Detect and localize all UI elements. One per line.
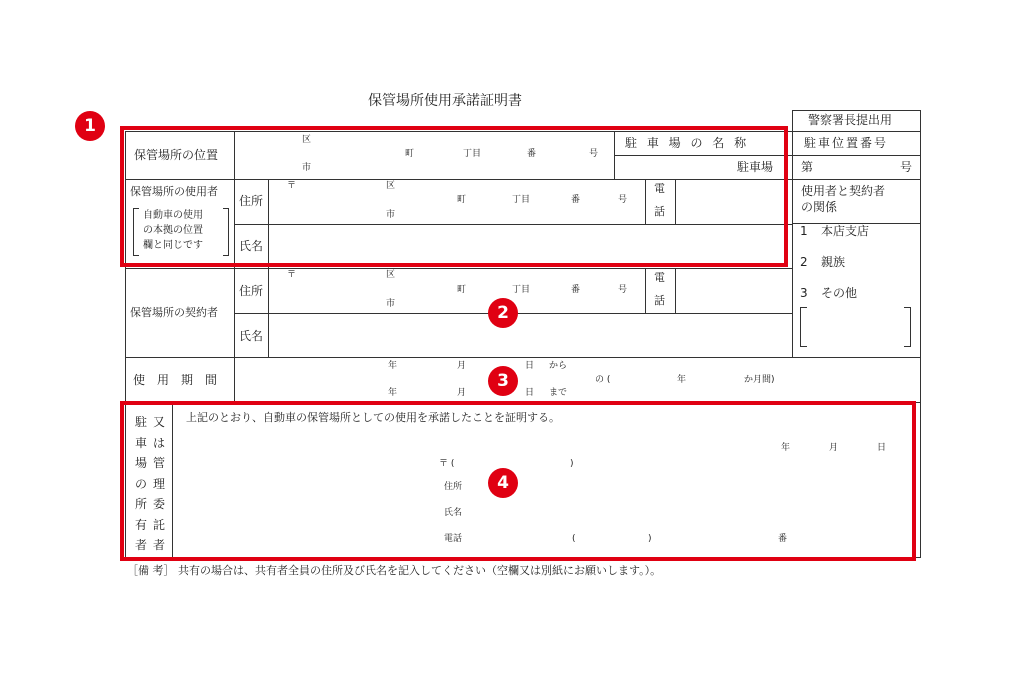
row-sep-contractor	[125, 357, 920, 358]
certifier-date-nen: 年	[781, 443, 791, 453]
relation-option-label: 本店支店	[821, 224, 870, 238]
contractor-name-label: 氏名	[239, 329, 264, 343]
contractor-postal: 〒	[287, 270, 297, 280]
side-submit-label: 警察署長提出用	[808, 113, 893, 127]
period-from-tsuki: 月	[457, 361, 467, 371]
user-postal: 〒	[287, 181, 297, 191]
contractor-phone-right	[675, 268, 676, 313]
location-ban: 番	[527, 149, 537, 159]
period-to-nichi: 日	[525, 388, 535, 398]
side-sep-3	[792, 179, 921, 180]
other-bracket-left	[800, 307, 807, 347]
user-go: 号	[618, 195, 628, 205]
row-sep-user	[125, 268, 792, 269]
contractor-phone-left	[645, 268, 646, 313]
side-right	[920, 110, 921, 558]
side-dai: 第	[801, 160, 814, 174]
remarks: ［備 考］ 共有の場合は、共有者全員の住所及び氏名を記入してください（空欄又は別紙にお願いします。）。	[127, 564, 662, 577]
side-sep-2	[792, 155, 921, 156]
location-go: 号	[589, 149, 599, 159]
certifier-vertical-col1: 駐 車 場 の 所 有 者	[134, 415, 147, 552]
certifier-phone-close: )	[648, 534, 652, 544]
period-to-tsuki: 月	[457, 388, 467, 398]
callout-badge-4: 4	[488, 468, 518, 498]
side-relation-header-2: の関係	[801, 200, 838, 214]
contractor-address-label: 住所	[239, 284, 264, 298]
certifier-postal: 〒 (	[439, 459, 455, 469]
location-machi: 町	[405, 149, 415, 159]
side-relation-header-1: 使用者と契約者	[801, 184, 886, 198]
user-note-3: 欄と同じです	[143, 240, 203, 251]
period-to-nen: 年	[388, 388, 398, 398]
callout-badge-2: 2	[488, 298, 518, 328]
user-shi: 市	[386, 210, 396, 220]
contractor-phone-label-1: 電	[654, 271, 665, 284]
period-no-paren: の (	[595, 375, 611, 385]
callout-box-1	[120, 126, 788, 267]
callout-badge-3: 3	[488, 366, 518, 396]
period-label: 使 用 期 間	[133, 373, 218, 387]
certifier-date-nichi: 日	[877, 443, 887, 453]
period-nen2: 年	[677, 375, 687, 385]
parking-name-header: 駐 車 場 の 名 称	[625, 136, 750, 150]
side-top	[792, 110, 921, 111]
contractor-shi: 市	[386, 299, 396, 309]
certifier-phone-ban: 番	[778, 534, 788, 544]
callout-box-4	[120, 401, 916, 561]
location-shi: 市	[302, 163, 312, 173]
relation-option-label: 親族	[821, 255, 846, 269]
contractor-go: 号	[618, 285, 628, 295]
user-address-label: 住所	[239, 194, 264, 208]
location-ku: 区	[302, 135, 312, 145]
contractor-chome: 丁目	[512, 285, 531, 295]
certifier-address-label: 住所	[444, 482, 463, 492]
user-machi: 町	[457, 195, 467, 205]
certifier-date-tsuki: 月	[829, 443, 839, 453]
relation-option-num: 1	[800, 224, 808, 238]
side-sep-1	[792, 131, 921, 132]
contractor-machi: 町	[457, 285, 467, 295]
certifier-vertical-col2: 又 は 管 理 委 託 者	[152, 415, 165, 552]
user-phone-label-1: 電	[654, 182, 665, 195]
certifier-phone-label: 電話	[444, 534, 463, 544]
period-months: か月間)	[744, 375, 775, 385]
user-name-label: 氏名	[239, 239, 264, 253]
certifier-postal-close: )	[570, 459, 574, 469]
user-label: 保管場所の使用者	[130, 185, 218, 198]
relation-option-label: その他	[821, 286, 858, 300]
certifier-statement: 上記のとおり、自動車の保管場所としての使用を承諾したことを証明する。	[186, 411, 560, 424]
relation-option-num: 2	[800, 255, 808, 269]
contractor-label: 保管場所の契約者	[130, 306, 218, 319]
location-chome: 丁目	[463, 149, 482, 159]
user-note-2: の本拠の位置	[143, 225, 203, 236]
side-left	[792, 110, 793, 358]
contractor-ku: 区	[386, 270, 396, 280]
user-note-1: 自動車の使用	[143, 210, 203, 221]
contractor-ban: 番	[571, 285, 581, 295]
user-ku: 区	[386, 181, 396, 191]
parking-suffix: 駐車場	[737, 160, 774, 174]
other-bracket-right	[904, 307, 911, 347]
period-made: まで	[549, 388, 568, 398]
location-label: 保管場所の位置	[134, 148, 219, 162]
contractor-phone-label-2: 話	[654, 294, 665, 307]
period-kara: から	[549, 361, 568, 371]
user-phone-label-2: 話	[654, 205, 665, 218]
certifier-name-label: 氏名	[444, 508, 463, 518]
side-number-header: 駐車位置番号	[804, 136, 889, 150]
period-from-nichi: 日	[525, 361, 535, 371]
certifier-phone-open: (	[572, 534, 576, 544]
form-title: 保管場所使用承諾証明書	[368, 93, 522, 109]
period-from-nen: 年	[388, 361, 398, 371]
user-ban: 番	[571, 195, 581, 205]
user-chome: 丁目	[512, 195, 531, 205]
relation-option-num: 3	[800, 286, 808, 300]
side-go: 号	[900, 160, 913, 174]
callout-badge-1: 1	[75, 111, 105, 141]
